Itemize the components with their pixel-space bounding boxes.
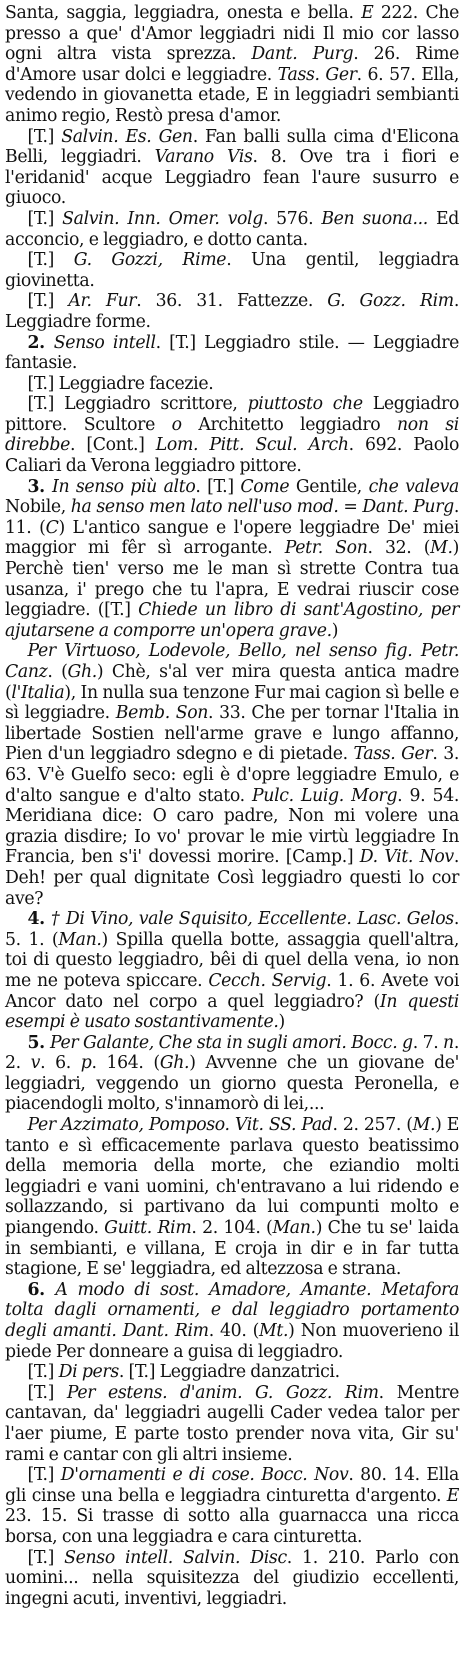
entry-paragraph — [5, 394, 459, 476]
text-segment: ), In nulla sua tenzone Fur mai cagion sì belle e sì leggiadre. — [5, 682, 459, 724]
text-segment: ) — [331, 620, 339, 641]
text-segment: ) L'antico sangue e l'opere leggiadre De' miei maggior mi fêr sì arrogante. — [5, 517, 459, 559]
text-segment: Gentile, — [289, 476, 369, 497]
text-segment: . [T.] — [195, 476, 241, 497]
text-segment: 222. Che presso a que' d'Amor leggiadri nidi Il mio cor lasso ogni altra vista sprezza. — [5, 3, 459, 65]
text-segment: [T.] — [27, 250, 74, 271]
text-segment: . [T.] Leggiadro stile. — Leggiadre fantasie. — [5, 332, 459, 374]
text-segment: [T.] — [27, 208, 63, 229]
citation-text: G. Gozzi, Rime — [73, 250, 227, 271]
entry-paragraph — [5, 909, 459, 1033]
text-segment: Nobile, — [5, 497, 71, 518]
citation-text: Cecch. Servig — [208, 970, 327, 991]
text-segment: [T.] — [27, 1465, 61, 1486]
citation-text: ha senso men lato nell'uso mod. = Dant. Purg — [70, 497, 454, 518]
citation-text: Bemb. Son — [115, 703, 209, 724]
text-segment: Leggiadro pittore. Scultore — [5, 394, 459, 435]
text-segment: . Mentre cantavan, da' leggiadri augelli Cader vedea talor per l'aer piume, E parte tosto prender nova vita, Gir su' rami e cantar con gli altri insieme. — [5, 1382, 459, 1465]
citation-text: Senso intell. Salvin. Disc — [64, 1547, 287, 1568]
citation-text: Tass. Ger — [353, 744, 433, 765]
citation-text: o — [171, 414, 182, 435]
citation-text: Per Virtuoso, Lodevole, Bello, nel senso fig. Petr. Canz — [5, 641, 459, 682]
sense-number: 5. — [27, 1032, 51, 1053]
entry-paragraph — [5, 1383, 459, 1465]
citation-text: Mt. — [259, 1321, 289, 1341]
text-segment: [T.] Leggiadro scrittore, — [27, 394, 248, 415]
text-segment: . Leggiadre forme. — [5, 291, 459, 332]
text-segment: 23. 15. Si trasse di sotto alla guarnacca una ricca borsa, con una leggiadra e cara cinturetta. — [5, 1506, 459, 1547]
text-segment: . ( — [47, 662, 68, 682]
entry-paragraph — [5, 1280, 459, 1362]
citation-text: n — [443, 1032, 454, 1053]
sense-number: 4. — [27, 909, 51, 930]
entry-paragraph — [5, 250, 459, 291]
entry-paragraph — [5, 1548, 459, 1610]
text-segment: . 1. 6. Avete voi Ancor dato nel corpo a quel leggiadro? ( — [5, 970, 460, 1012]
text-segment: ) — [278, 1012, 285, 1033]
entry-paragraph — [5, 1465, 459, 1547]
citation-text: Ben suona... — [321, 208, 428, 229]
citation-text: In questi esempi è usato sostantivamente. — [5, 991, 459, 1033]
entry-paragraph — [5, 641, 459, 909]
text-segment: . Deh! per qual dignitate Così leggiadro questi lo cor ave? — [5, 847, 459, 909]
text-segment: . [T.] Leggiadre danzatrici. — [118, 1362, 340, 1383]
text-segment: ) Che tu se' laida in sembianti, e villana, E croja in dir e in far tutta stagione, E se' leggiadra, ed altezzosa e strana. — [5, 1218, 460, 1280]
entry-paragraph — [5, 209, 459, 250]
text-segment: . 692. Paolo Caliari da Verona leggiadro pittore. — [5, 435, 460, 477]
text-segment: Architetto leggiadro — [181, 414, 397, 435]
text-segment: . 164. ( — [91, 1053, 160, 1074]
text-segment: . 1. 210. Parlo con uomini... nella squisitezza del giudizio eccellenti, ingegni acuti, inventivi, leggiadri. — [5, 1547, 459, 1609]
citation-text: D'ornamenti e di cose. Bocc. Nov — [60, 1465, 349, 1486]
text-segment: . Una gentil, leggiadra giovinetta. — [5, 250, 459, 291]
text-segment: . 576. — [262, 208, 322, 229]
text-segment: . Fan balli sulla cima d'Elicona Belli, leggiadri. — [5, 126, 459, 168]
citation-text: Salvin. Inn. Omer. volg — [62, 208, 263, 229]
text-segment: [T.] — [27, 1362, 59, 1383]
citation-text: D. Vit. Nov — [359, 847, 454, 868]
citation-text: che valeva — [368, 476, 459, 497]
citation-text: Man. — [58, 929, 102, 950]
citation-text: l'Italia — [11, 682, 65, 703]
citation-text: E — [446, 1485, 459, 1506]
citation-text: Varano Vis — [154, 147, 253, 168]
entry-paragraph — [5, 291, 459, 332]
text-segment: . 80. 14. Ella gli cinse una bella e leggiadra cinturetta d'argento. — [5, 1465, 459, 1506]
entry-paragraph — [5, 333, 459, 374]
citation-text: A modo di sost. Amadore, Amante. Metafora tolta dagli ornamenti, e dal leggiadro portamento degli amanti. Dant. Rim — [5, 1279, 459, 1341]
text-segment: . 2. — [5, 1032, 459, 1074]
text-segment: ) Avvenne che un giovane de' leggiadri, veggendo un giorno questa Peronella, e piacendogli molto, s'innamorò di lei,... — [5, 1053, 459, 1115]
citation-text: † Di Vino, vale Squisito, Eccellente. Lasc. Gelos — [50, 909, 454, 930]
citation-text: Per estens. d'anim. G. Gozz. Rim — [66, 1382, 379, 1403]
citation-text: In senso più alto — [52, 476, 196, 497]
citation-text: Salvin. Es. Gen — [61, 126, 193, 147]
citation-text: Senso intell — [53, 332, 156, 353]
text-segment: . 32. ( — [367, 538, 431, 559]
text-segment: [T.] Leggiadre facezie. — [27, 373, 214, 394]
citation-text: Gh. — [159, 1053, 190, 1074]
citation-text: E — [361, 3, 374, 23]
citation-text: Tass. Ger — [277, 64, 357, 85]
citation-text: G. Gozz. Rim — [327, 291, 454, 312]
citation-text: Per Azzimato, Pomposo. Vit. SS. Pad — [27, 1115, 333, 1136]
text-segment: . [Cont.] — [69, 435, 156, 456]
text-segment: . 7. — [412, 1032, 444, 1053]
entry-paragraph — [5, 477, 459, 642]
citation-text: M. — [412, 1115, 436, 1136]
text-segment: . 11. ( — [5, 497, 459, 538]
text-segment: . 8. Ove tra i fiori e l'eridanid' acque Leggiadro fean l'aure susurro e giuoco. — [5, 147, 459, 209]
text-segment: . 36. 31. Fattezze. — [136, 291, 328, 312]
entry-paragraph — [5, 1115, 459, 1280]
text-segment: . 9. 54. Meridiana dice: O caro padre, Non mi volere una grazia disdire; Io vo' provar le mie virtù leggiadre In Francia, ben s'i' dovessi morire. [Camp.] — [5, 785, 459, 868]
citation-text: Guitt. Rim — [104, 1218, 192, 1239]
text-segment: Ed acconcio, e leggiadro, e dotto canta. — [5, 208, 459, 250]
text-segment: . 2. 104. ( — [191, 1218, 273, 1239]
citation-text: Man. — [272, 1218, 316, 1239]
sense-number: 3. — [27, 476, 52, 497]
citation-text: Ar. Fur — [68, 291, 137, 312]
citation-text: p — [80, 1053, 92, 1074]
citation-text: Gh. — [67, 662, 97, 682]
citation-text: Chiede un libro di sant'Agostino, per ajutarsene a comporre un'opera grave. — [5, 600, 459, 641]
text-segment: ) E tanto e sì efficacemente parlava questo beatissimo della memoria della morte, che eziandio molti leggiadri e vani uomini, ch'entravano a lui ridendo e sollazzando, si partivano da lui compunti molto e piangendo. — [5, 1115, 460, 1239]
citation-text: Di pers — [58, 1362, 119, 1383]
citation-text: Lom. Pitt. Scul. Arch — [155, 435, 349, 456]
text-segment: . 6. — [40, 1053, 81, 1074]
text-segment: ) Chè, s'al ver mira questa antica madre ( — [5, 662, 459, 703]
citation-text: C — [45, 517, 59, 538]
entry-paragraph — [5, 3, 459, 127]
sense-number: 2. — [27, 332, 54, 353]
citation-text: Come — [240, 476, 290, 497]
citation-text: Petr. Son — [284, 538, 368, 559]
text-segment: . 3. 63. V'è Guelfo seco: egli è d'opre leggiadre Emulo, e d'alto sangue e d'alto stato. — [5, 744, 459, 806]
text-segment: . 26. Rime d'Amore usar dolci e leggiadre. — [5, 44, 459, 85]
entry-paragraph — [5, 127, 459, 209]
text-segment: [T.] — [27, 291, 69, 312]
citation-text: piuttosto che — [247, 394, 363, 415]
text-segment: ) Non muoverieno il piede Per donneare a guisa di leggiadro. — [5, 1321, 459, 1362]
text-segment: . 2. 257. ( — [332, 1115, 413, 1136]
entry-paragraph — [5, 1033, 459, 1115]
citation-text: M. — [430, 538, 453, 559]
citation-text: Dant. Purg — [251, 44, 354, 65]
text-segment: [T.] — [27, 126, 62, 147]
text-segment: ) Spilla quella botte, assaggia quell'altra, toi di questo leggiadro, bêi di quel della vena, io non me ne poteva spiccare. — [5, 929, 459, 991]
text-segment: Santa, saggia, leggiadra, onesta e bella. — [5, 3, 362, 23]
text-segment: ) Perchè tien' verso me le man sì strette Contra tua usanza, i' prego che tu l'apra, E vedrai riuscir cose leggiadre. ([T.] — [5, 538, 459, 621]
text-segment: . 6. 57. Ella, vedendo in giovanetta etade, E in leggiadri sembianti animo regio, Restò presa d'amor. — [5, 64, 459, 126]
entry-paragraph — [5, 374, 459, 395]
text-segment: [T.] — [27, 1547, 65, 1568]
text-segment: [T.] — [27, 1382, 67, 1403]
text-segment: . 33. Che per tornar l'Italia in libertade Sostien nell'arme grave e lungo affanno, Pien d'un leggiadro sdegno e di pietade. — [5, 703, 459, 765]
text-segment: . 5. 1. ( — [5, 909, 459, 950]
citation-text: v — [30, 1053, 41, 1074]
text-segment: . 40. ( — [208, 1321, 260, 1341]
citation-text: Per Galante, Che sta in sugli amori. Bocc. g — [50, 1032, 413, 1053]
sense-number: 6. — [27, 1279, 56, 1300]
citation-text: non si direbbe — [5, 414, 459, 456]
citation-text: Pulc. Luig. Morg — [252, 785, 398, 806]
entry-paragraph — [5, 1362, 459, 1383]
